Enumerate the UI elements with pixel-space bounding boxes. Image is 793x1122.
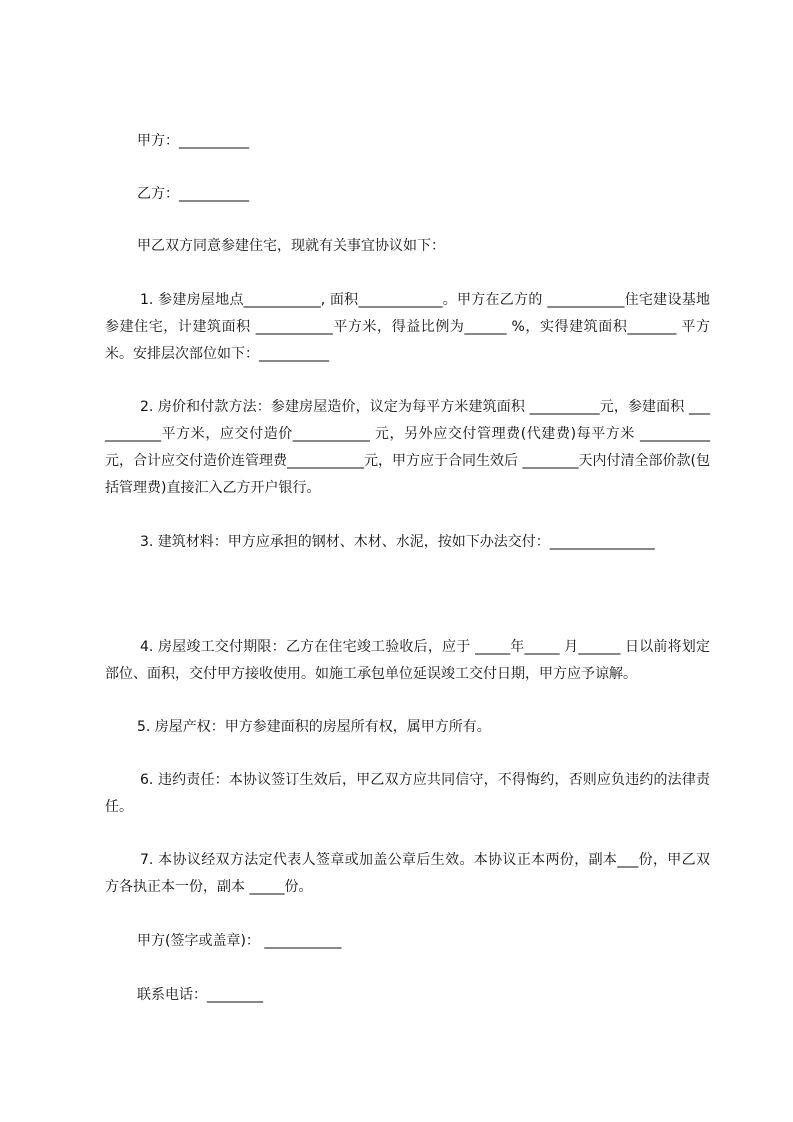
clause-3: 3. 建筑材料：甲方应承担的钢材、木材、水泥，按如下办法交付：_______________ (140, 534, 655, 550)
phone-line: 联系电话：________ (137, 987, 263, 1003)
clause-2: 2. 房价和付款方法：参建房屋造价，议定为每平方米建筑面积 __________元，参建面积 ___________平方米，应交付造价___________ 元，另外应交付管理费(代建费)每平方米 __________元，合计应交付造价连管理费___________元，甲方应于合同生效后 ________天内付清全部价款(包括管理费)直接汇入乙方开户银行。 (105, 399, 710, 496)
clause-7: 7. 本协议经双方法定代表人签章或加盖公章后生效。本协议正本两份，副本___份，甲乙双方各执正本一份，副本 _____份。 (105, 852, 710, 895)
party-b-line: 乙方：__________ (137, 186, 249, 202)
clause-4: 4. 房屋竣工交付期限：乙方在住宅竣工验收后，应于 _____年_____ 月______ 日以前将划定部位、面积，交付甲方接收使用。如施工承包单位延误竣工交付日期，甲方应予谅解。 (105, 639, 710, 682)
clause-1: 1. 参建房屋地点___________, 面积____________。甲方在乙方的 ___________住宅建设基地参建住宅，计建筑面积 ___________平方米，得益比例为______ %，实得建筑面积_______ 平方米。安排层次部位如下：__________ (105, 292, 710, 362)
party-a-line: 甲方：__________ (137, 133, 249, 149)
intro-paragraph: 甲乙双方同意参建住宅，现就有关事宜协议如下： (137, 238, 445, 254)
clause-5: 5. 房屋产权：甲方参建面积的房屋所有权，属甲方所有。 (137, 719, 491, 735)
clause-6: 6. 违约责任：本协议签订生效后，甲乙双方应共同信守，不得悔约，否则应负违约的法律责任。 (105, 772, 710, 815)
signature-line: 甲方(签字或盖章)： ___________ (137, 933, 342, 949)
